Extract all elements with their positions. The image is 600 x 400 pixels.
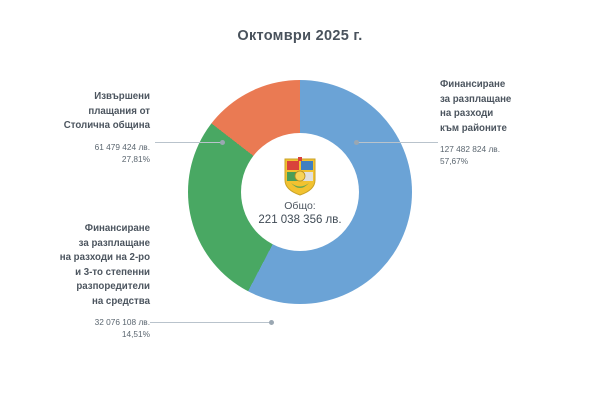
donut-center	[241, 133, 359, 251]
leader-line-right	[356, 142, 438, 143]
leader-dot-top-left	[220, 140, 225, 145]
callout-right-label: Финансиране за разплащане на разходи към районите	[440, 79, 512, 134]
chart-title: Октомври 2025 г.	[237, 28, 363, 44]
callout-top-left-value: 61 479 424 лв. 27,81%	[94, 141, 150, 164]
callout-bottom-left-value: 32 076 108 лв. 14,51%	[94, 317, 150, 340]
callout-bottom-left	[5, 222, 150, 340]
leader-dot-bottom-left	[269, 320, 274, 325]
callout-bottom-left-label: Финансиране за разплащане на разходи на 2-ро и 3-то степенни разпоредители на средства	[59, 223, 150, 307]
leader-line-bottom-left	[150, 322, 272, 323]
callout-top-left-label: Извършени плащания от Столична община	[63, 91, 150, 132]
callout-top-left	[10, 90, 150, 165]
sofia-municipality-coat-of-arms-icon	[283, 156, 317, 196]
leader-line-top-left	[155, 142, 223, 143]
callout-right-value: 127 482 824 лв. 57,67%	[440, 144, 500, 167]
leader-dot-right	[354, 140, 359, 145]
callout-right	[440, 78, 590, 167]
donut-chart	[188, 80, 412, 304]
center-label: Общо:	[284, 200, 316, 213]
center-value: 221 038 356 лв.	[258, 214, 342, 227]
